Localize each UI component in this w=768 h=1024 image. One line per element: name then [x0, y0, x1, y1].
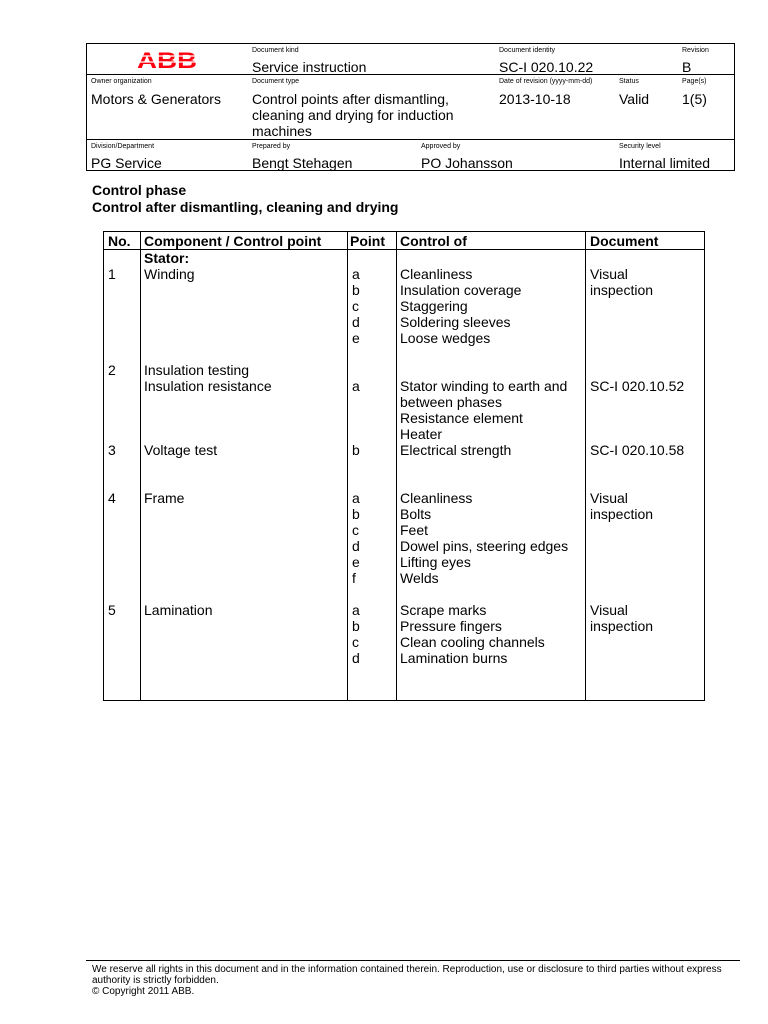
document-line: SC-I 020.10.58	[590, 442, 685, 458]
control-subtitle-heading: Control after dismantling, cleaning and drying	[92, 199, 399, 215]
point-letter	[352, 362, 372, 378]
row-component	[144, 442, 217, 458]
footer-rights-notice: We reserve all rights in this document and in the information contained therein. Reproduction, use or disclosure to third parties without express authority is strictly forbidden.	[92, 964, 722, 986]
row-document	[590, 266, 702, 298]
row-document	[590, 490, 702, 522]
column-header-no: No.	[108, 233, 131, 249]
point-letter: e	[352, 330, 360, 346]
point-letter: b	[352, 282, 360, 298]
row-number: 4	[108, 490, 116, 506]
row-points	[352, 442, 372, 458]
pages: 1(5)	[682, 91, 707, 107]
control-item: Stator winding to earth and	[400, 378, 568, 394]
revision-date: 2013-10-18	[499, 91, 571, 107]
control-item: Feet	[400, 522, 429, 538]
revision-cell	[682, 44, 709, 75]
document-identity-label: Document identity	[499, 47, 556, 54]
point-letter: a	[352, 602, 360, 618]
row-points	[352, 362, 372, 394]
column-divider	[396, 232, 397, 700]
component-line: Lamination	[144, 602, 213, 618]
security-level: Internal limited	[619, 155, 711, 171]
owner-organization: Motors & Generators	[91, 91, 221, 107]
component-line: Winding	[144, 266, 195, 282]
document-line: inspection	[590, 282, 654, 298]
row-component	[144, 266, 195, 282]
owner-label: Owner organization	[91, 78, 152, 85]
component-line: Insulation testing	[144, 362, 250, 378]
row-points	[352, 266, 372, 346]
document-line: SC-I 020.10.52	[590, 378, 685, 394]
document-line: inspection	[590, 506, 654, 522]
control-item: Soldering sleeves	[400, 314, 511, 330]
control-item: Clean cooling channels	[400, 634, 545, 650]
control-points-table	[103, 231, 705, 701]
column-header-point: Point	[350, 233, 385, 249]
column-header-document: Document	[590, 233, 659, 249]
document-type-line: cleaning and drying for induction	[252, 107, 454, 123]
point-letter: c	[352, 298, 359, 314]
point-letter: d	[352, 314, 360, 330]
division-label: Division/Department	[91, 143, 155, 150]
document-kind-label: Document kind	[252, 47, 299, 54]
revision-date-label: Date of revision (yyyy-mm-dd)	[499, 78, 593, 85]
control-item: Insulation coverage	[400, 282, 522, 298]
column-divider	[140, 232, 141, 700]
column-divider	[347, 232, 348, 700]
control-item: Scrape marks	[400, 602, 487, 618]
point-letter: b	[352, 442, 360, 458]
approved-by: PO Johansson	[421, 155, 513, 171]
header-row-1	[87, 44, 734, 75]
owner-cell	[91, 75, 221, 107]
pages-label: Page(s)	[682, 78, 707, 85]
control-item: Heater	[400, 426, 443, 442]
component-line: Voltage test	[144, 442, 218, 458]
document-header	[86, 43, 735, 171]
point-letter: c	[352, 634, 359, 650]
point-letter: a	[352, 378, 360, 394]
document-line: inspection	[590, 618, 654, 634]
row-component	[144, 362, 272, 394]
control-item: Staggering	[400, 298, 468, 314]
component-line: Frame	[144, 490, 185, 506]
control-item: Lamination burns	[400, 650, 508, 666]
footer	[92, 964, 722, 997]
row-document	[590, 442, 702, 458]
control-item: Pressure fingers	[400, 618, 502, 634]
point-letter: b	[352, 618, 360, 634]
row-number: 5	[108, 602, 116, 618]
control-item: Cleanliness	[400, 490, 473, 506]
control-item: Dowel pins, steering edges	[400, 538, 569, 554]
abb-logo-icon	[137, 50, 199, 70]
division: PG Service	[91, 155, 162, 171]
document-type-line: Control points after dismantling,	[252, 91, 449, 107]
point-letter: d	[352, 538, 360, 554]
point-letter: a	[352, 490, 360, 506]
row-number: 2	[108, 362, 116, 378]
abb-logo	[137, 50, 199, 75]
row-points	[352, 490, 372, 586]
document-type	[252, 91, 454, 139]
pages-cell	[682, 75, 707, 107]
document-kind-cell	[252, 44, 366, 75]
control-item: Lifting eyes	[400, 554, 471, 570]
revision: B	[682, 59, 692, 75]
row-controls	[400, 442, 588, 458]
document-line: Visual	[590, 490, 628, 506]
row-controls	[400, 490, 588, 586]
point-letter: b	[352, 506, 360, 522]
control-item: Resistance element	[400, 410, 523, 426]
document-line: Visual	[590, 602, 628, 618]
header-row-2	[87, 75, 734, 140]
security-level-cell	[619, 140, 710, 171]
row-controls	[400, 362, 588, 442]
security-level-label: Security level	[619, 143, 661, 150]
document-type-label: Document type	[252, 78, 300, 85]
row-controls	[400, 266, 588, 346]
prepared-by-cell	[252, 140, 352, 171]
point-letter: d	[352, 650, 360, 666]
control-phase-heading: Control phase	[92, 182, 187, 198]
control-item	[400, 362, 588, 378]
row-document	[590, 602, 702, 634]
document-line: Visual	[590, 266, 628, 282]
point-letter: f	[352, 570, 356, 586]
footer-copyright: © Copyright 2011 ABB.	[92, 986, 195, 997]
control-item: between phases	[400, 394, 502, 410]
row-component	[144, 602, 213, 618]
row-points	[352, 602, 372, 666]
section-label-stator: Stator:	[144, 250, 190, 266]
control-item: Bolts	[400, 506, 432, 522]
control-item: Welds	[400, 570, 439, 586]
row-component	[144, 490, 184, 506]
point-letter: c	[352, 522, 359, 538]
component-line: Insulation resistance	[144, 378, 272, 394]
document-type-cell	[252, 75, 454, 139]
row-number: 3	[108, 442, 116, 458]
column-header-control-of: Control of	[400, 233, 467, 249]
control-item: Cleanliness	[400, 266, 473, 282]
approved-by-cell	[421, 140, 513, 171]
footer-divider	[86, 960, 740, 961]
table-header	[104, 232, 704, 250]
document-identity: SC-I 020.10.22	[499, 59, 594, 75]
svg-text:ABB: ABB	[137, 50, 197, 70]
revision-label: Revision	[682, 47, 709, 54]
division-cell	[91, 140, 162, 171]
control-item: Loose wedges	[400, 330, 491, 346]
approved-by-label: Approved by	[421, 143, 461, 150]
prepared-by-label: Prepared by	[252, 143, 291, 150]
row-number: 1	[108, 266, 116, 282]
header-row-3	[87, 140, 734, 170]
revision-date-cell	[499, 75, 592, 107]
prepared-by: Bengt Stehagen	[252, 155, 353, 171]
point-letter: a	[352, 266, 360, 282]
document-identity-cell	[499, 44, 593, 75]
status-label: Status	[619, 78, 639, 85]
document-kind: Service instruction	[252, 59, 367, 75]
document-line	[590, 362, 702, 378]
document-type-line: machines	[252, 123, 312, 139]
point-letter: e	[352, 554, 360, 570]
row-document	[590, 362, 702, 394]
row-controls	[400, 602, 588, 666]
status: Valid	[619, 91, 650, 107]
status-cell	[619, 75, 649, 107]
column-header-component: Component / Control point	[144, 233, 322, 249]
control-item: Electrical strength	[400, 442, 512, 458]
